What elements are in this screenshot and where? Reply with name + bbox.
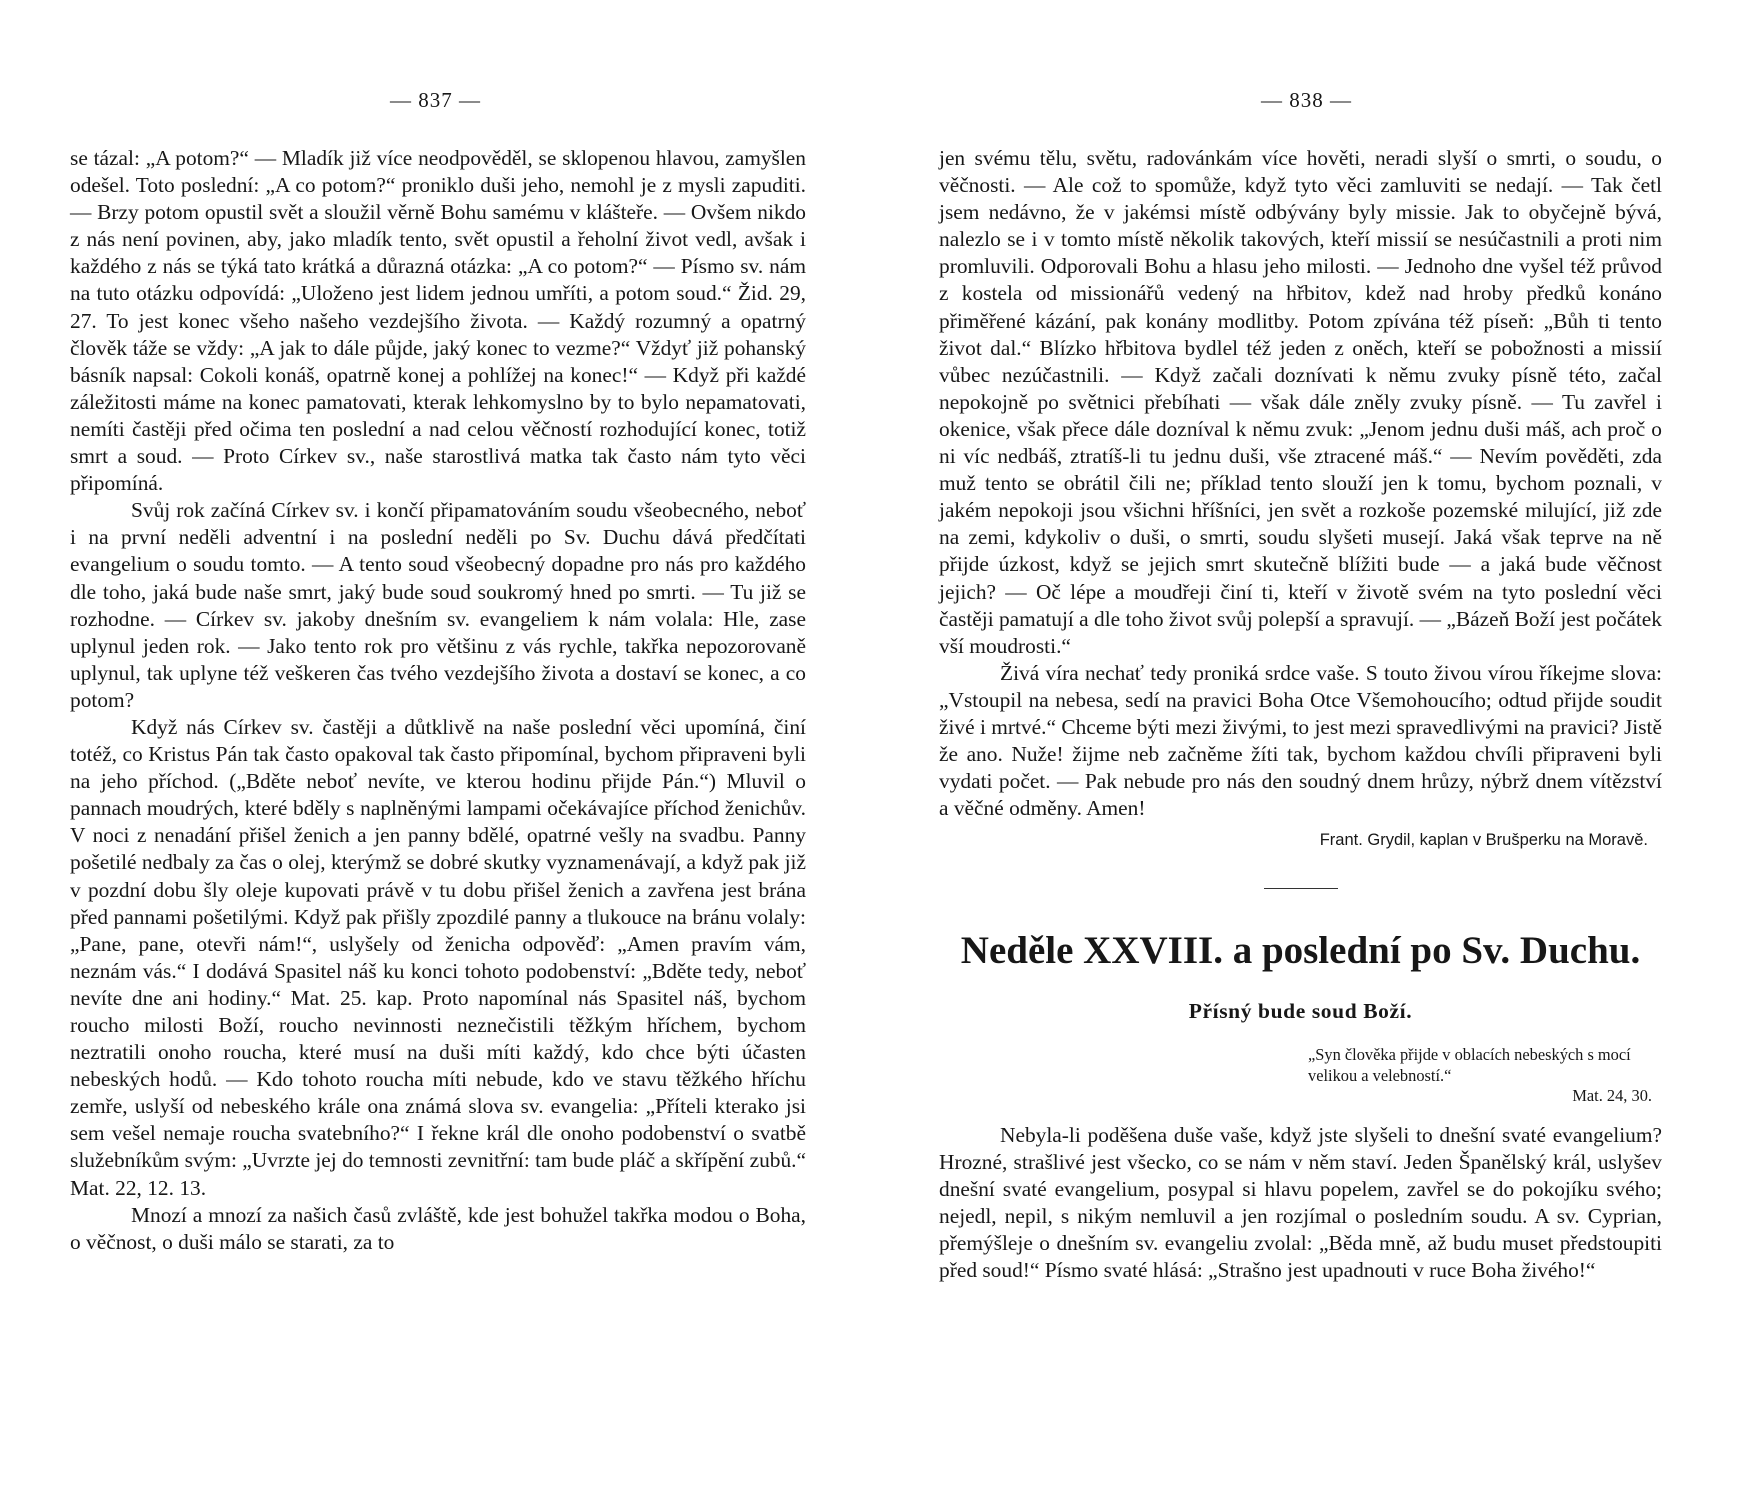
paragraph: Svůj rok začíná Církev sv. i končí připamatováním soudu všeobecného, neboť i na první neděli adventní i na poslední neděli po Sv. Duchu dává předčítati evangelium o soudu tomto. — A tento soud všeobecný dopadne pro nás pro každého dle toho, jaká bude naše smrt, jaký bude soud soukromý hned po smrti. — Tu již se rozhodne. — Církev sv. jakoby dnešním sv. evangeliem k nám volala: Hle, zase uplynul jeden rok. — Jako tento rok pro většinu z vás rychle, takřka nepozorovaně uplynul, tak uplyne též veškeren čas tvého vezdejšího života a dostaví se konec, a co potom? xyxy=(70,498,806,712)
paragraph: Živá víra nechať tedy proniká srdce vaše. S touto živou vírou říkejme slova: „Vstoupil na nebesa, sedí na pravici Boha Otce Všemohoucího; odtud přijde soudit živé i mrtvé.“ Chceme býti mezi živými, to jest mezi spravedlivými na pravici? Jistě že ano. Nuže! žijme neb začněme žíti tak, bychom každou chvíli připraveni byli vydati počet. — Pak nebude pro nás den soudný dnem hrůzy, nýbrž dnem vítězství a věčné odměny. Amen! xyxy=(939,660,1662,821)
paragraph: se tázal: „A potom?“ — Mladík již více neodpověděl, se sklopenou hlavou, zamyšlen odešel. Toto poslední: „A co potom?“ proniklo duši jeho, nemohl je z mysli zapuditi. — Brzy potom opustil svět a sloužil věrně Bohu samému v klášteře. — Ovšem nikdo z nás není povinen, aby, jako mladík tento, svět opustil a řeholní život vedl, avšak i každého z nás se týká tato krátká a důrazná otázka: „A co potom?“ — Písmo sv. nám na tuto otázku odpovídá: „Uloženo jest lidem jednou umříti, a potom soud.“ Žid. 29, 27. To jest konec všeho našeho vezdejšího života. — Každý rozumný a opatrný člověk táže se vždy: „A jak to dále půjde, jaký konec to vezme?“ Vždyť již pohanský básník napsal: Cokoli konáš, opatrně konej a pohlížej na konec!“ — Když při každé záležitosti máme na konec pamatovati, kterak lehkomyslno by to bylo nepamatovati, nemíti častěji před očima ten poslední a nad celou věčností rozhodující konec, totiž smrt a soud. — Proto Církev sv., naše starostlivá matka tak často nám tyto věci připomíná. xyxy=(70,146,806,496)
sermon-paragraph: Nebyla-li poděšena duše vaše, když jste slyšeli to dnešní svaté evangelium? Hrozné, strašlivé jest všecko, co se nám v něm staví. Jeden Španělský král, uslyšev dnešní svaté evangelium, posypal si hlavu popelem, zavřel se do pokojíku svého; nejedl, nepil, s nikým nemluvil a jen rozjímal o posledním soudu. A sv. Cyprian, přemýšleje o dnešním sv. evangeliu zvolal: „Běda mně, až budu muset předstoupiti před soud!“ Písmo svaté hlásá: „Strašno jest upadnouti v ruce Boha živého!“ xyxy=(939,1122,1662,1283)
motto-quote xyxy=(1308,1045,1652,1107)
paragraph: Mnozí a mnozí za našich časů zvláště, kde jest bohužel takřka modou o Boha, o věčnost, o duši málo se starati, za to xyxy=(70,1202,806,1254)
motto-reference: Mat. 24, 30. xyxy=(1572,1086,1652,1106)
page-number-left: — 837 — xyxy=(390,88,481,112)
author-signature: Frant. Grydil, kaplan v Brušperku na Moravě. xyxy=(1319,831,1648,850)
section-divider xyxy=(1264,888,1338,889)
sermon-title: Neděle XXVIII. a poslední po Sv. Duchu. xyxy=(960,929,1641,973)
right-page xyxy=(871,0,1742,1500)
paragraph: Když nás Církev sv. častěji a důtklivě na naše poslední věci upomíná, činí totéž, co Kristus Pán tak často opakoval tak často připomínal, bychom připraveni byli na jeho příchod. („Bděte neboť nevíte, ve kterou hodinu přijde Pán.“) Mluvil o pannach moudrých, které bděly s naplněnými lampami očekávajíce příchod ženichův. V noci z nenadání přišel ženich a jen panny bdělé, opatrné vešly na svadbu. Panny pošetilé nedbaly za čas o olej, kterýmž se dobré skutky vyznamenávají, a když pak již v pozdní dobu šly oleje kupovati právě v tu dobu přišel ženich a zavřena jest brána před pannami pošetilými. Když pak přišly zpozdilé panny a tlukouce na bránu volaly: „Pane, pane, otevři nám!“, uslyšely od ženicha odpověď: „Amen pravím vám, neznám vás.“ I dodává Spasitel náš ku konci tohoto podobenství: „Bděte tedy, neboť nevíte dne ani hodiny.“ Mat. 25. kap. Proto napomínal nás Spasitel náš, bychom roucho milosti Boží, roucho nevinnosti neznečistili těžkým hříchem, bychom neztratili onoho roucha, které musí na duši míti každý, kdo chce býti účasten nebeských hodů. — Kdo tohoto roucha míti nebude, kdo ve stavu těžkého hříchu zemře, uslyší od nebeského krále ona známá slova sv. evangelia: „Příteli kterako jsi sem vešel nemaje roucha svatebního?“ I řekne král dle onoho podobenství o svatbě služebníkům svým: „Uvrzte jej do temnosti zevnitřní: tam bude pláč a skřípění zubů.“ Mat. 22, 12. 13. xyxy=(70,714,807,1200)
paragraph: jen svému tělu, světu, radovánkám více hověti, neradi slyší o smrti, o soudu, o věčnosti. — Ale což to spomůže, když tyto věci zamluviti se nedají. — Tak četl jsem nedávno, že v jakémsi místě odbývány byly missie. Jak to obyčejně bývá, nalezlo se i v tomto místě několik takových, kteří missií se nesúčastnili a proti nim promluvili. Odporovali Bohu a hlasu jeho milosti. — Jednoho dne vyšel též průvod z kostela od missionářů vedený na hřbitov, kdež nad hroby předků konáno přiměřené kázání, pak konány modlitby. Potom zpívána též píseň: „Bůh ti tento život dal.“ Blízko hřbitova bydlel též jeden z oněch, kteří se pobožnosti a missií vůbec nezúčastnili. — Když začali doznívati k němu zvuky písně této, začal nepokojně po světnici přebíhati — však dále zněly zvuky písně. — Tu zavřel i okenice, však přece dále dozníval k němu zvuk: „Jenom jednu duši máš, ach proč o ni víc nedbáš, ztratíš-li tu jednu duši, vše ztracené máš.“ — Nevím pověděti, zda muž tento se obrátil čili ne; příklad tento slouží jen k tomu, bychom poznali, v jakém nepokoji jsou všichni hříšníci, jen svět a rozkoše pozemské milující, již zde na zemi, kdykoliv o duši, o smrti, soudu slyšeti musejí. Jaká však teprve na ně přijde úzkost, když se jejich smrt skutečně blížiti bude — a jaká bude věčnost jejich? — Oč lépe a moudřeji činí ti, kteří v životě svém na tyto poslední věci častěji pamatují a dle toho život svůj polepší a spravují. — „Bázeň Boží jest počátek vší moudrosti.“ xyxy=(939,146,1662,658)
page-number-right: — 838 — xyxy=(1261,88,1352,112)
motto-text: „Syn člověka přijde v oblacích nebeských s mocí velikou a velebností.“ xyxy=(1308,1045,1631,1085)
right-text-column xyxy=(939,145,1662,1284)
sermon-subtitle: Přísný bude soud Boží. xyxy=(1188,999,1413,1024)
left-text-column xyxy=(70,145,806,1256)
